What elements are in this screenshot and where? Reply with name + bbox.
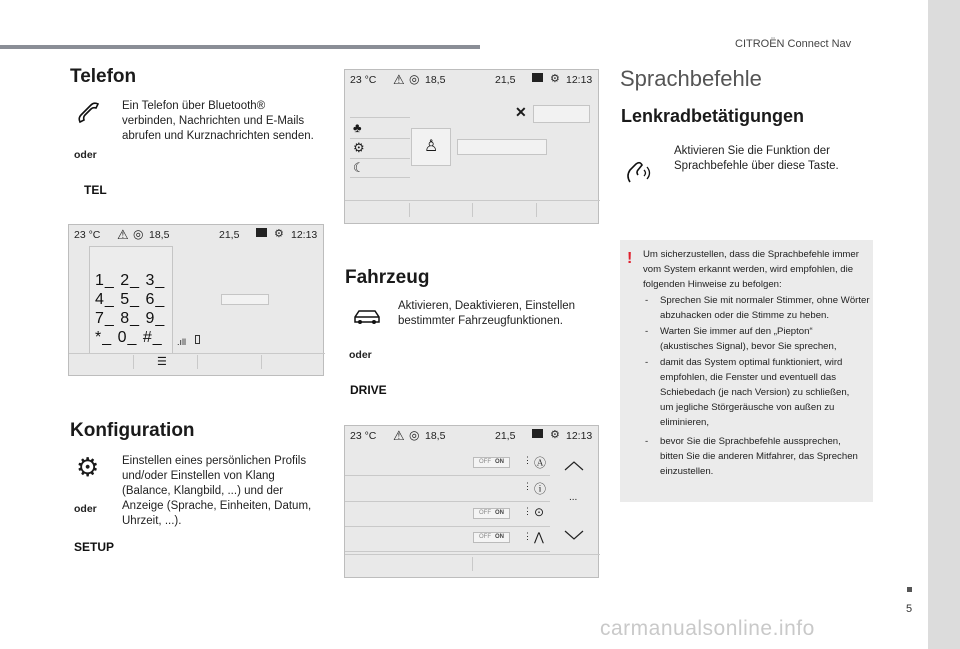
brand-header: CITROËN Connect Nav: [735, 38, 852, 50]
keypad-row-3[interactable]: 7_ 8_ 9_: [95, 310, 166, 327]
phone-screen: [68, 224, 324, 376]
settings-icon: ⚙: [550, 429, 560, 441]
top-rule: [0, 45, 480, 49]
options-icon[interactable]: ⋮: [523, 531, 532, 541]
temp-right-zone: 21,5: [495, 430, 516, 442]
more-indicator: ...: [569, 492, 578, 503]
sprachbefehle-title: Sprachbefehle: [620, 66, 762, 91]
telefon-description: Ein Telefon über Bluetooth® verbinden, Nachrichten und E-Mails abrufen und Kurznachrichten senden.: [122, 100, 314, 142]
page-number: 5: [906, 603, 913, 615]
scroll-up-icon[interactable]: [563, 460, 585, 472]
status-bar: [345, 70, 598, 90]
warning-icon: ⚠: [393, 428, 405, 443]
profile-field[interactable]: [457, 139, 547, 155]
tab-divider: [133, 355, 134, 369]
phone-handset-icon: [76, 100, 102, 126]
row-divider: [345, 501, 550, 502]
side-band: [928, 0, 960, 649]
options-icon[interactable]: ⋮: [523, 481, 532, 491]
row-divider: [345, 475, 550, 476]
menu-divider: [350, 117, 410, 118]
hint-item-4: bevor Sie die Sprachbefehle aussprechen, bitten Sie die anderen Mitfahrer, das Sprechen einzustellen.: [660, 436, 858, 477]
page-marker: [907, 587, 912, 592]
tel-key-label: TEL: [84, 183, 107, 197]
toggle-row-3[interactable]: [473, 508, 510, 519]
hint-intro: Um sicherzustellen, dass die Sprachbefehle immer vom System erkannt werden, wird empfohlen, die folgenden Hinweise zu befolgen:: [643, 249, 859, 290]
settings-icon: ⚙: [550, 73, 560, 85]
outside-temp: 23 °C: [350, 74, 377, 86]
temp-left-zone: 18,5: [149, 229, 170, 241]
telefon-title: Telefon: [70, 66, 137, 87]
row-divider: [345, 526, 550, 527]
temp-right-zone: 21,5: [495, 74, 516, 86]
status-bar: [345, 426, 598, 446]
hint-item-2: Warten Sie immer auf den „Piepton“ (akustisches Signal), bevor Sie sprechen,: [660, 326, 837, 352]
contacts-tab-icon[interactable]: ☰: [157, 356, 167, 368]
number-field[interactable]: [221, 294, 269, 305]
menu-divider: [350, 177, 410, 178]
options-icon[interactable]: ⋮: [523, 455, 532, 465]
toggle-off-label: OFF: [479, 534, 491, 540]
settings-icon: ⚙: [274, 228, 284, 240]
media-screen: [344, 69, 599, 224]
bullet-dash: -: [645, 295, 649, 306]
konfiguration-title: Konfiguration: [70, 420, 195, 441]
hint-item-1: Sprechen Sie mit normaler Stimmer, ohne Wörter abzuhacken oder die Stimme zu heben.: [660, 295, 870, 321]
battery-icon: [195, 335, 200, 344]
toggle-row-4[interactable]: [473, 532, 510, 543]
tab-divider: [472, 203, 473, 217]
options-icon[interactable]: ⋮: [523, 506, 532, 516]
clock: 12:13: [566, 74, 593, 86]
tab-divider: [472, 557, 473, 571]
warning-icon: ⚠: [117, 227, 129, 242]
screen-divider: [345, 200, 600, 201]
watermark: carmanualsonline.info: [600, 617, 815, 640]
nav-target-icon: ◎: [409, 428, 420, 442]
row-divider: [345, 551, 550, 552]
gear-icon: ⚙: [76, 452, 100, 482]
status-bar: [69, 225, 323, 245]
keypad-row-2[interactable]: 4_ 5_ 6_: [95, 291, 166, 308]
telefon-oder: oder: [74, 149, 97, 161]
toggle-on-label: ON: [495, 510, 504, 516]
warning-icon: !: [627, 250, 633, 267]
sound-settings-icon[interactable]: ⚙: [353, 140, 365, 155]
media-icon: [532, 429, 543, 438]
menu-divider: [350, 138, 410, 139]
nav-target-icon: ◎: [409, 72, 420, 86]
toggle-off-label: OFF: [479, 459, 491, 465]
profile-name-field[interactable]: [533, 105, 590, 123]
night-mode-icon[interactable]: ☾: [353, 160, 365, 175]
tyre-pressure-icon: ⊙: [534, 505, 545, 519]
bullet-dash: -: [645, 326, 649, 337]
auto-light-icon: Ⓐ: [534, 456, 547, 470]
fahrzeug-title: Fahrzeug: [345, 267, 430, 288]
hint-item-3: damit das System optimal funktioniert, wird empfohlen, die Fenster und eventuell das Schiebedach (je nach Version) zu schließen, um jegliche Störgeräusche von außen zu eliminieren,: [660, 357, 850, 428]
lane-assist-icon: ⋀: [534, 530, 544, 544]
screen-divider: [69, 353, 325, 354]
nav-target-icon: ◎: [133, 227, 144, 241]
voice-command-icon: [624, 158, 656, 186]
konfiguration-oder: oder: [74, 503, 97, 515]
outside-temp: 23 °C: [350, 430, 377, 442]
vehicle-screen: [344, 425, 599, 578]
toggle-off-label: OFF: [479, 510, 491, 516]
screen-divider: [345, 554, 600, 555]
car-icon: [352, 306, 382, 328]
tab-divider: [197, 355, 198, 369]
profile-icon: ♙: [424, 138, 439, 155]
scroll-down-icon[interactable]: [563, 529, 585, 541]
clock: 12:13: [291, 229, 318, 241]
info-icon: ⓘ: [534, 482, 547, 496]
outside-temp: 23 °C: [74, 229, 101, 241]
temp-left-zone: 18,5: [425, 430, 446, 442]
sprachbefehle-description: Aktivieren Sie die Funktion der Sprachbefehle über diese Taste.: [674, 145, 839, 172]
konfiguration-description: Einstellen eines persönlichen Profils und/oder Einstellen von Klang (Balance, Klangbild, ...) und der Anzeige (Sprache, Einheiten, Datum, Uhrzeit, ...).: [122, 455, 312, 527]
equalizer-icon[interactable]: ♣: [353, 120, 362, 135]
fahrzeug-description: Aktivieren, Deaktivieren, Einstellen bestimmter Fahrzeugfunktionen.: [398, 300, 576, 327]
warning-icon: ⚠: [393, 72, 405, 87]
setup-key-label: SETUP: [74, 540, 115, 554]
toggle-on-label: ON: [495, 459, 504, 465]
close-icon[interactable]: ✕: [515, 104, 527, 120]
menu-divider: [350, 158, 410, 159]
signal-icon: .ıll: [177, 337, 186, 347]
toggle-on-label: ON: [495, 534, 504, 540]
media-icon: [256, 228, 267, 237]
tab-divider: [261, 355, 262, 369]
keypad-row-1[interactable]: 1_ 2_ 3_: [95, 272, 166, 289]
drive-key-label: DRIVE: [350, 383, 387, 397]
fahrzeug-oder: oder: [349, 349, 372, 361]
clock: 12:13: [566, 430, 593, 442]
temp-right-zone: 21,5: [219, 229, 240, 241]
bullet-dash: -: [645, 357, 649, 368]
media-icon: [532, 73, 543, 82]
keypad-row-4[interactable]: *_ 0_ #_: [95, 329, 163, 346]
bullet-dash: -: [645, 436, 649, 447]
tab-divider: [409, 203, 410, 217]
toggle-row-1[interactable]: [473, 457, 510, 468]
lenkrad-subtitle: Lenkradbetätigungen: [621, 106, 805, 126]
tab-divider: [536, 203, 537, 217]
temp-left-zone: 18,5: [425, 74, 446, 86]
